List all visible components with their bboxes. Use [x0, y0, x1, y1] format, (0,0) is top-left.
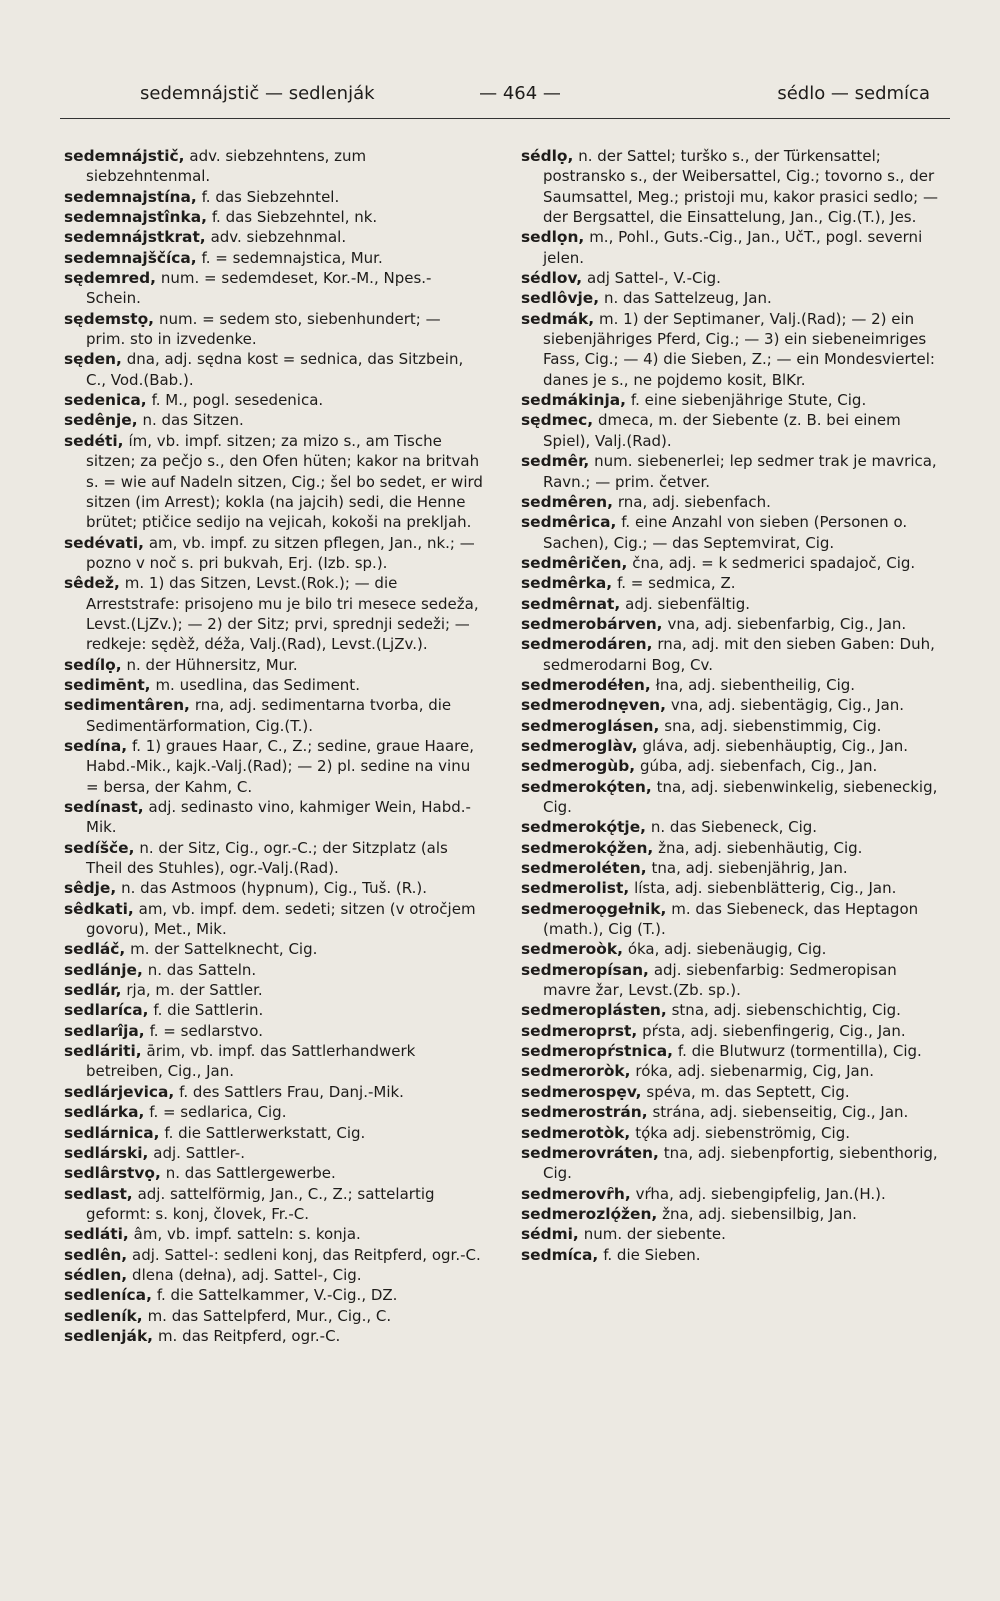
entry-headword: sedlárjevica, — [64, 1082, 175, 1101]
dictionary-entry — [64, 1082, 484, 1102]
dictionary-entry — [64, 187, 484, 207]
entry-headword: sedlarîja, — [64, 1021, 145, 1040]
entry-headword: sedimēnt, — [64, 675, 151, 694]
dictionary-entry — [521, 410, 939, 451]
entry-definition: am, vb. impf. dem. sedeti; sitzen (v otročjem govoru), Met., Mik. — [86, 899, 476, 939]
dictionary-entry — [64, 655, 484, 675]
dictionary-entry — [64, 1224, 484, 1244]
entry-definition: f. das Siebzehntel, nk. — [211, 208, 378, 227]
dictionary-entry — [64, 1123, 484, 1143]
entry-definition: adj. Sattel-: sedleni konj, das Reitpferd, ogr.-C. — [132, 1245, 481, 1264]
dictionary-entry — [521, 1041, 939, 1061]
dictionary-entry — [521, 878, 939, 898]
entry-definition: žna, adj. siebenhäutig, Cig. — [658, 838, 863, 857]
entry-headword: sedmêrica, — [521, 513, 617, 532]
entry-definition: adj. siebenfarbig: Sedmeropisan mavre žar, Levst.(Zb. sp.). — [543, 960, 897, 1000]
dictionary-entry — [64, 207, 484, 227]
entry-headword: sedmerodéłen, — [521, 675, 651, 694]
entry-headword: sędmec, — [521, 411, 594, 430]
entry-headword: sedmíca, — [521, 1245, 599, 1264]
dictionary-entry — [64, 248, 484, 268]
dictionary-entry — [64, 838, 484, 879]
dictionary-entry — [521, 553, 939, 573]
entry-definition: n. das Sitzen. — [142, 411, 244, 430]
dictionary-entry — [64, 268, 484, 309]
entry-headword: sedmerospẹv, — [521, 1082, 642, 1101]
entry-definition: dlena (dełna), adj. Sattel-, Cig. — [132, 1265, 362, 1284]
dictionary-entry — [521, 1021, 939, 1041]
entry-headword: sedmêrnat, — [521, 594, 621, 613]
entry-definition: dna, adj. sędna kost = sednica, das Sitzbein, C., Vod.(Bab.). — [86, 350, 464, 389]
entry-definition: f. des Sattlers Frau, Danj.-Mik. — [179, 1082, 404, 1101]
dictionary-entry — [521, 1000, 939, 1020]
dictionary-entry — [64, 1143, 484, 1163]
header-left-range: sedemnájstič — sedlenják — [140, 83, 375, 104]
entry-definition: num. siebenerlei; lep sedmer trak je mavrica, Ravn.; — prim. četver. — [543, 452, 937, 491]
entry-definition: łna, adj. siebentheilig, Cig. — [655, 675, 856, 694]
entry-definition: óka, adj. siebenäugig, Cig. — [627, 940, 827, 959]
entry-headword: sedemnajstína, — [64, 187, 197, 206]
dictionary-entry — [64, 675, 484, 695]
dictionary-entry — [521, 675, 939, 695]
entry-headword: sedína, — [64, 736, 128, 755]
dictionary-entry — [64, 695, 484, 736]
entry-definition: vŕha, adj. siebengipfelig, Jan.(H.). — [635, 1184, 886, 1203]
entry-headword: sedmeropísan, — [521, 960, 649, 979]
entry-headword: sedemnájstkrat, — [64, 228, 206, 247]
entry-definition: m. das Siebeneck, das Heptagon (math.), Cig (T.). — [543, 899, 919, 939]
entry-definition: m. das Reitpferd, ogr.-C. — [157, 1326, 341, 1345]
entry-headword: sedlenják, — [64, 1326, 154, 1345]
header-right-range: sédlo — sedmíca — [777, 83, 930, 104]
entry-definition: adj. siebenfältig. — [625, 594, 751, 613]
entry-headword: sedmeroplásten, — [521, 1001, 667, 1020]
entry-headword: sedláč, — [64, 940, 126, 959]
entry-headword: sedmêren, — [521, 492, 613, 511]
entry-headword: sedmêrka, — [521, 574, 613, 593]
entry-definition: f. = sedemnajstica, Mur. — [201, 248, 383, 267]
entry-definition: m. der Sattelknecht, Cig. — [130, 940, 318, 959]
dictionary-entry — [64, 390, 484, 410]
entry-headword: sedmerobárven, — [521, 614, 663, 633]
entry-definition: dmeca, m. der Siebente (z. B. bei einem Spiel), Valj.(Rad). — [543, 411, 901, 450]
entry-headword: sedmêričen, — [521, 553, 628, 572]
entry-definition: adv. siebzehnmal. — [210, 228, 347, 247]
entry-definition: gúba, adj. siebenfach, Cig., Jan. — [640, 757, 878, 776]
entry-definition: f. 1) graues Haar, C., Z.; sedine, graue Haare, Habd.-Mik., kajk.-Valj.(Rad); — 2) pl. sedine na vinu = bersa, der Kahm, C. — [86, 736, 474, 796]
entry-headword: sédlọ, — [521, 147, 574, 165]
entry-definition: n. der Sattel; turško s., der Türkensattel; postransko s., der Weibersattel, Cig.; tovorno s., der Saumsattel, Meg.; pristoji mu, kakor prasici sedlo; — der Bergsattel, die Einsattelung, Jan., Cig.(T.), Jes. — [543, 147, 938, 227]
entry-headword: sedleníca, — [64, 1286, 152, 1305]
entry-headword: sedlast, — [64, 1184, 133, 1203]
entry-definition: f. die Sieben. — [603, 1245, 701, 1264]
entry-definition: strána, adj. siebenseitig, Cig., Jan. — [652, 1103, 909, 1122]
dictionary-entry — [521, 594, 939, 614]
entry-definition: num. = sedemdeset, Kor.-M., Npes.-Schein. — [86, 269, 432, 308]
entry-definition: adj. sattelförmig, Jan., C., Z.; sattelartig geformt: s. konj, človek, Fr.-C. — [86, 1184, 435, 1223]
dictionary-entry — [64, 1265, 484, 1285]
entry-definition: f. = sedlarica, Cig. — [149, 1103, 287, 1122]
dictionary-entry — [64, 797, 484, 838]
entry-headword: sedmák, — [521, 309, 595, 328]
dictionary-entry — [521, 614, 939, 634]
entry-definition: f. die Sattlerin. — [153, 1001, 264, 1020]
entry-headword: sedlên, — [64, 1245, 128, 1264]
dictionary-entry — [64, 878, 484, 898]
entry-definition: f. eine siebenjährige Stute, Cig. — [630, 391, 867, 410]
entry-headword: sédlen, — [64, 1265, 128, 1284]
entry-definition: m. 1) der Septimaner, Valj.(Rad); — 2) ein siebenjähriges Pferd, Cig.; — 3) ein siebeneimriges Fass, Cig.; — 4) die Sieben, Z.; — ein Mondesviertel: danes je s., ne pojdemo kosit, BlKr. — [543, 309, 935, 389]
entry-headword: sêdkati, — [64, 899, 134, 918]
entry-headword: sedimentâren, — [64, 696, 190, 715]
entry-definition: adv. siebzehntens, zum siebzehntenmal. — [86, 147, 367, 186]
dictionary-entry — [521, 573, 939, 593]
entry-definition: vna, adj. siebenfarbig, Cig., Jan. — [667, 614, 907, 633]
entry-definition: rja, m. der Sattler. — [126, 981, 263, 1000]
entry-definition: m., Pohl., Guts.-Cig., Jan., UčT., pogl. severni jelen. — [543, 228, 923, 267]
dictionary-entry — [521, 736, 939, 756]
entry-definition: rna, adj. siebenfach. — [617, 492, 771, 511]
entry-headword: sedmerovráten, — [521, 1143, 659, 1162]
entry-definition: vna, adj. siebentägig, Cig., Jan. — [670, 696, 905, 715]
entry-headword: sedlárski, — [64, 1143, 149, 1162]
dictionary-entry — [521, 309, 939, 390]
left-column — [64, 146, 484, 1346]
dictionary-entry — [521, 939, 939, 959]
entry-headword: sedmerostrán, — [521, 1103, 648, 1122]
dictionary-entry — [64, 410, 484, 430]
entry-definition: f. eine Anzahl von sieben (Personen o. Sachen), Cig.; — das Septemvirat, Cig. — [543, 513, 908, 552]
entry-definition: rna, adj. sedimentarna tvorba, die Sedimentärformation, Cig.(T.). — [86, 696, 452, 735]
entry-definition: tna, adj. siebenpfortig, siebenthorig, Cig. — [543, 1143, 938, 1183]
dictionary-entry — [521, 777, 939, 818]
entry-headword: sedemnajstînka, — [64, 208, 207, 227]
dictionary-entry — [521, 451, 939, 492]
dictionary-entry — [521, 1245, 939, 1265]
entry-headword: sedmerodnẹven, — [521, 696, 666, 715]
entry-definition: f. = sedmica, Z. — [617, 574, 736, 593]
entry-headword: sedláriti, — [64, 1042, 142, 1061]
entry-headword: sedlọn, — [521, 228, 585, 247]
entry-definition: n. das Siebeneck, Cig. — [650, 818, 818, 837]
dictionary-entry — [521, 1143, 939, 1184]
dictionary-entry — [521, 227, 939, 268]
dictionary-entry — [64, 980, 484, 1000]
entry-headword: sedmeroléten, — [521, 859, 647, 878]
dictionary-entry — [521, 695, 939, 715]
entry-headword: sédlov, — [521, 269, 583, 288]
dictionary-entry — [521, 512, 939, 553]
entry-definition: n. das Astmoos (hypnum), Cig., Tuš. (R.). — [121, 879, 428, 898]
entry-headword: sedmerodáren, — [521, 635, 653, 654]
entry-definition: tna, adj. siebenwinkelig, siebeneckig, Cig. — [543, 777, 938, 816]
entry-definition: m. das Sattelpferd, Mur., Cig., C. — [147, 1306, 392, 1325]
entry-headword: sedmerogùb, — [521, 757, 636, 776]
dictionary-entry — [521, 817, 939, 837]
dictionary-entry — [521, 492, 939, 512]
entry-headword: sedleník, — [64, 1306, 143, 1325]
entry-headword: sedenica, — [64, 391, 147, 410]
entry-definition: âm, vb. impf. satteln: s. konja. — [133, 1225, 361, 1244]
entry-definition: pŕsta, adj. siebenfingerig, Cig., Jan. — [642, 1021, 906, 1040]
entry-headword: sedmerotòk, — [521, 1123, 631, 1142]
entry-definition: f. die Sattelkammer, V.-Cig., DZ. — [156, 1286, 398, 1305]
entry-headword: sedíšče, — [64, 838, 135, 857]
dictionary-entry — [521, 1102, 939, 1122]
dictionary-entry — [64, 1245, 484, 1265]
dictionary-entry — [521, 1204, 939, 1224]
dictionary-entry — [521, 1061, 939, 1081]
dictionary-entry — [521, 756, 939, 776]
entry-headword: sedmákinja, — [521, 391, 627, 410]
dictionary-entry — [64, 1041, 484, 1082]
entry-headword: sedemnájstič, — [64, 147, 185, 165]
dictionary-entry — [521, 268, 939, 288]
entry-headword: sedlôvje, — [521, 289, 600, 308]
dictionary-entry — [64, 1000, 484, 1020]
entry-definition: f. = sedlarstvo. — [149, 1021, 263, 1040]
entry-definition: f. die Sattlerwerkstatt, Cig. — [164, 1123, 366, 1142]
entry-headword: sedílọ, — [64, 655, 122, 674]
dictionary-entry — [64, 939, 484, 959]
dictionary-entry — [64, 1021, 484, 1041]
entry-definition: sna, adj. siebenstimmig, Cig. — [664, 716, 882, 735]
entry-headword: sedláti, — [64, 1225, 129, 1244]
entry-headword: sedínast, — [64, 798, 144, 816]
dictionary-entry — [64, 309, 484, 350]
entry-definition: num. der siebente. — [583, 1225, 726, 1244]
entry-definition: n. das Sattelzeug, Jan. — [603, 289, 772, 308]
dictionary-entry — [521, 1184, 939, 1204]
entry-headword: sedlár, — [64, 981, 122, 1000]
entry-headword: sedmerokǫ́ten, — [521, 777, 652, 796]
entry-definition: am, vb. impf. zu sitzen pflegen, Jan., nk.; — pozno v noč s. pri bukvah, Erj. (Izb. sp.). — [86, 533, 475, 572]
entry-headword: sedmerokǫ́tje, — [521, 818, 646, 837]
entry-headword: sedmeroglàv, — [521, 736, 638, 755]
entry-headword: sedlárnica, — [64, 1123, 160, 1142]
dictionary-entry — [64, 1306, 484, 1326]
dictionary-entry — [64, 431, 484, 533]
dictionary-entry — [64, 349, 484, 390]
entry-headword: sędemstọ, — [64, 309, 155, 328]
entry-definition: f. M., pogl. sesedenica. — [151, 391, 324, 410]
entry-definition: róka, adj. siebenarmig, Cig, Jan. — [635, 1062, 874, 1081]
dictionary-entry — [64, 1102, 484, 1122]
entry-definition: tǫ́ka adj. siebenströmig, Cig. — [635, 1123, 850, 1142]
entry-headword: sedéti, — [64, 431, 124, 450]
entry-headword: sedévati, — [64, 533, 144, 552]
dictionary-entry — [64, 1326, 484, 1346]
entry-definition: num. = sedem sto, siebenhundert; — prim. sto in izvedenke. — [86, 309, 441, 349]
entry-headword: sedmerozlǫ́žen, — [521, 1204, 658, 1223]
dictionary-entry — [521, 1082, 939, 1102]
entry-definition: f. das Siebzehntel. — [201, 187, 340, 206]
entry-headword: sedmeroòk, — [521, 940, 623, 959]
entry-definition: n. der Hühnersitz, Mur. — [126, 655, 298, 674]
dictionary-entry — [64, 736, 484, 797]
entry-headword: sedmerolist, — [521, 879, 630, 898]
entry-definition: stna, adj. siebenschichtig, Cig. — [671, 1001, 901, 1020]
dictionary-entry — [521, 1224, 939, 1244]
dictionary-entry — [64, 227, 484, 247]
page-header — [120, 83, 930, 113]
dictionary-entry — [64, 573, 484, 654]
entry-headword: sedmerovȓh, — [521, 1184, 631, 1203]
dictionary-entry — [521, 1123, 939, 1143]
header-rule — [60, 118, 950, 119]
entry-headword: sedlârstvọ, — [64, 1164, 161, 1183]
dictionary-entry — [64, 1163, 484, 1183]
dictionary-entry — [521, 838, 939, 858]
entry-definition: n. das Satteln. — [147, 960, 257, 979]
entry-headword: sedênje, — [64, 411, 138, 430]
entry-definition: n. der Sitz, Cig., ogr.-C.; der Sitzplatz (als Theil des Stuhles), ogr.-Valj.(Rad). — [86, 838, 448, 878]
entry-definition: žna, adj. siebensilbig, Jan. — [662, 1204, 857, 1223]
dictionary-entry — [521, 858, 939, 878]
entry-definition: spéva, m. das Septett, Cig. — [646, 1082, 850, 1101]
entry-definition: adj. sedinasto vino, kahmiger Wein, Habd.-Mik. — [86, 798, 471, 837]
entry-headword: sedmêr, — [521, 452, 590, 471]
entry-definition: gláva, adj. siebenhäuptig, Cig., Jan. — [642, 736, 909, 755]
entry-headword: sedlánje, — [64, 960, 143, 979]
entry-headword: sêdež, — [64, 574, 120, 593]
entry-headword: sédmi, — [521, 1225, 579, 1244]
dictionary-entry — [64, 533, 484, 574]
entry-definition: m. 1) das Sitzen, Levst.(Rok.); — die Arreststrafe: prisojeno mu je bilo tri mesece sedeža, Levst.(LjZv.); — 2) der Sitz; prvi, sprednji sedeži; — redkeje: sędèž, déža, Valj.(Rad), Levst.(LjZv.). — [86, 574, 479, 654]
entry-headword: sêdje, — [64, 879, 117, 898]
dictionary-entry — [64, 899, 484, 940]
dictionary-entry — [64, 1184, 484, 1225]
entry-definition: ārim, vb. impf. das Sattlerhandwerk betreiben, Cig., Jan. — [86, 1042, 416, 1081]
dictionary-entry — [521, 146, 939, 227]
dictionary-entry — [521, 960, 939, 1001]
dictionary-entry — [521, 899, 939, 940]
entry-headword: sedemnajščíca, — [64, 248, 197, 267]
right-column — [521, 146, 939, 1265]
entry-headword: sedlaríca, — [64, 1001, 149, 1020]
entry-definition: lísta, adj. siebenblätterig, Cig., Jan. — [634, 879, 897, 898]
entry-definition: f. die Blutwurz (tormentilla), Cig. — [677, 1042, 922, 1061]
entry-headword: sedmerokǫ́žen, — [521, 838, 654, 857]
entry-headword: sedmeroprst, — [521, 1021, 638, 1040]
dictionary-entry — [521, 634, 939, 675]
dictionary-entry — [64, 960, 484, 980]
entry-definition: m. usedlina, das Sediment. — [155, 675, 360, 694]
entry-headword: sedmeroglásen, — [521, 716, 660, 735]
entry-headword: sęden, — [64, 350, 122, 369]
entry-definition: n. das Sattlergewerbe. — [165, 1164, 336, 1183]
dictionary-entry — [521, 716, 939, 736]
dictionary-entry — [64, 1285, 484, 1305]
entry-definition: adj Sattel-, V.-Cig. — [587, 269, 721, 288]
entry-headword: sędemred, — [64, 269, 156, 288]
entry-definition: ím, vb. impf. sitzen; za mizo s., am Tische sitzen; za pečjo s., den Ofen hüten; kakor na britvah s. = wie auf Nadeln sitzen, Cig.; šel bo sedet, er wird sitzen (im Arrest); kokla (na jajcih) sedi, die Henne brütet; ptičice sedijo na vejicah, kokoši na prekljah. — [86, 431, 483, 532]
entry-definition: tna, adj. siebenjährig, Jan. — [651, 859, 848, 878]
entry-headword: sedmeroròk, — [521, 1062, 631, 1081]
page-number: — 464 — — [479, 83, 561, 104]
dictionary-entry — [64, 146, 484, 187]
entry-definition: adj. Sattler-. — [153, 1143, 245, 1162]
entry-headword: sedmeropŕstnica, — [521, 1042, 673, 1061]
entry-definition: rna, adj. mit den sieben Gaben: Duh, sedmerodarni Bog, Cv. — [543, 635, 935, 674]
dictionary-entry — [521, 288, 939, 308]
dictionary-entry — [521, 390, 939, 410]
entry-headword: sedlárka, — [64, 1103, 145, 1122]
entry-definition: čna, adj. = k sedmerici spadajoč, Cig. — [632, 553, 916, 572]
entry-headword: sedmeroǫgełnik, — [521, 899, 667, 918]
